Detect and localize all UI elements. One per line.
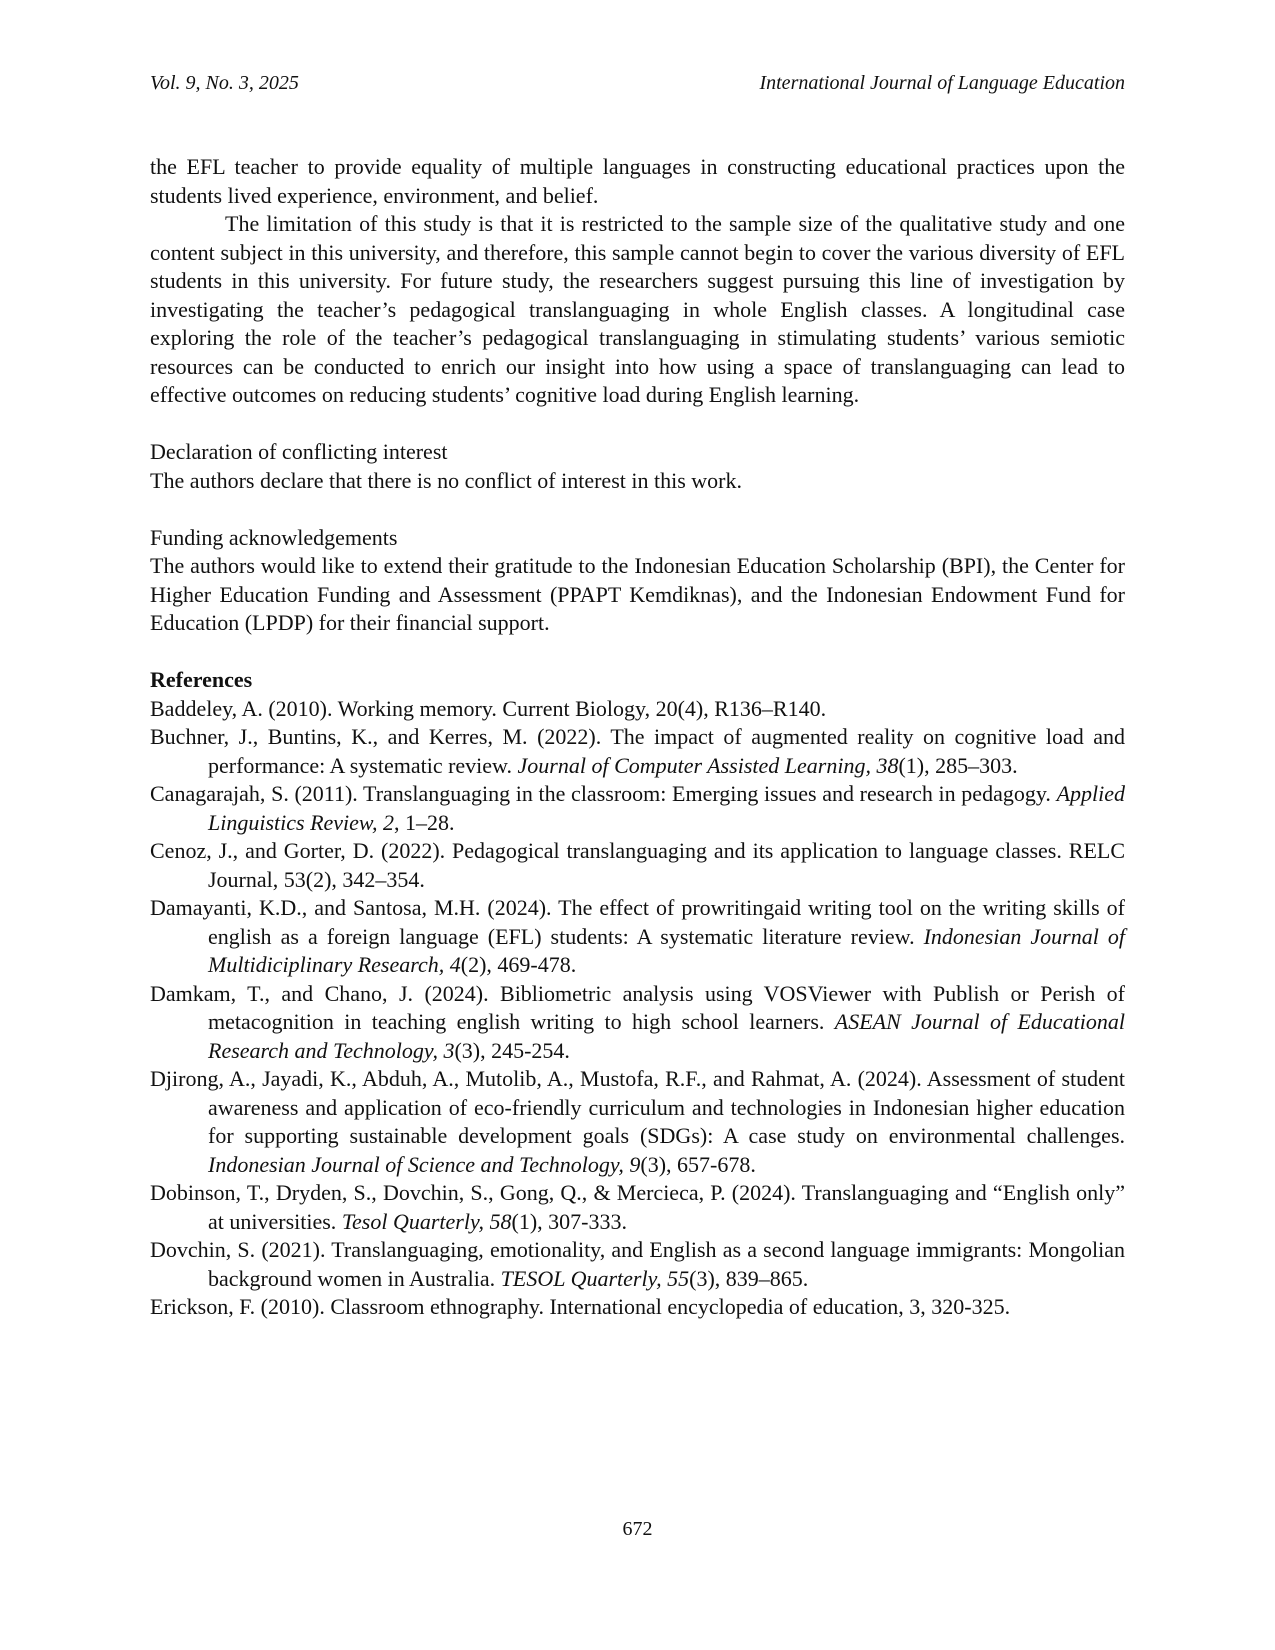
journal-name: International Journal of Language Education [759, 72, 1125, 94]
body-paragraph: the EFL teacher to provide equality of multiple languages in constructing educational practices upon the students lived experience, environment, and belief. [150, 154, 1125, 208]
reference-item: Damayanti, K.D., and Santosa, M.H. (2024). The effect of prowritingaid writing tool on the writing skills of english as a foreign language (EFL) students: A systematic literature review. Indonesian Journal of Multidiciplinary Research, 4(2), 469-478. [150, 895, 1125, 977]
reference-item: Buchner, J., Buntins, K., and Kerres, M. (2022). The impact of augmented reality on cognitive load and performance: A systematic review. Journal of Computer Assisted Learning, 38(1), 285–303. [150, 724, 1125, 778]
references-heading: References [150, 667, 253, 692]
reference-item: Dovchin, S. (2021). Translanguaging, emotionality, and English as a second language immigrants: Mongolian background women in Australia. TESOL Quarterly, 55(3), 839–865. [150, 1237, 1125, 1291]
declaration-heading: Declaration of conflicting interest [150, 439, 448, 464]
reference-list [150, 695, 1125, 1322]
reference-item: Cenoz, J., and Gorter, D. (2022). Pedagogical translanguaging and its application to language classes. RELC Journal, 53(2), 342–354. [150, 838, 1125, 892]
reference-item: Erickson, F. (2010). Classroom ethnography. International encyclopedia of education, 3, 320-325. [150, 1294, 1011, 1319]
reference-item: Djirong, A., Jayadi, K., Abduh, A., Mutolib, A., Mustofa, R.F., and Rahmat, A. (2024). Assessment of student awareness and application of eco-friendly curriculum and technologies in Indonesian higher education for supporting sustainable development goals (SDGs): A case study on environmental challenges. Indonesian Journal of Science and Technology, 9(3), 657-678. [150, 1066, 1125, 1177]
limitations-paragraph: The limitation of this study is that it is restricted to the sample size of the qualitative study and one content subject in this university, and therefore, this sample cannot begin to cover the various diversity of EFL students in this university. For future study, the researchers suggest pursuing this line of investigation by investigating the teacher’s pedagogical translanguaging in whole English classes. A longitudinal case exploring the role of the teacher’s pedagogical translanguaging in stimulating students’ various semiotic resources can be conducted to enrich our insight into how using a space of translanguaging can lead to effective outcomes on reducing students’ cognitive load during English learning. [150, 211, 1125, 407]
running-header [150, 72, 1125, 95]
page-content [150, 153, 1125, 1322]
funding-heading: Funding acknowledgements [150, 524, 398, 550]
volume-issue: Vol. 9, No. 3, 2025 [150, 72, 299, 94]
spacer [150, 410, 1125, 439]
reference-item: Baddeley, A. (2010). Working memory. Current Biology, 20(4), R136–R140. [150, 695, 827, 721]
spacer [150, 495, 1125, 524]
spacer [150, 638, 1125, 667]
reference-item: Dobinson, T., Dryden, S., Dovchin, S., Gong, Q., & Mercieca, P. (2024). Translanguaging and “English only” at universities. Tesol Quarterly, 58(1), 307-333. [150, 1180, 1125, 1234]
page-number: 672 [622, 1518, 653, 1540]
reference-item: Canagarajah, S. (2011). Translanguaging in the classroom: Emerging issues and research in pedagogy. Applied Linguistics Review, 2, 1–28. [150, 781, 1125, 835]
declaration-text: The authors declare that there is no conflict of interest in this work. [150, 467, 742, 493]
funding-text: The authors would like to extend their gratitude to the Indonesian Education Scholarship (BPI), the Center for Higher Education Funding and Assessment (PPAPT Kemdiknas), and the Indonesian Endowment Fund for Education (LPDP) for their financial support. [150, 553, 1125, 635]
reference-item: Damkam, T., and Chano, J. (2024). Bibliometric analysis using VOSViewer with Publish or Perish of metacognition in teaching english writing to high school learners. ASEAN Journal of Educational Research and Technology, 3(3), 245-254. [150, 980, 1125, 1063]
